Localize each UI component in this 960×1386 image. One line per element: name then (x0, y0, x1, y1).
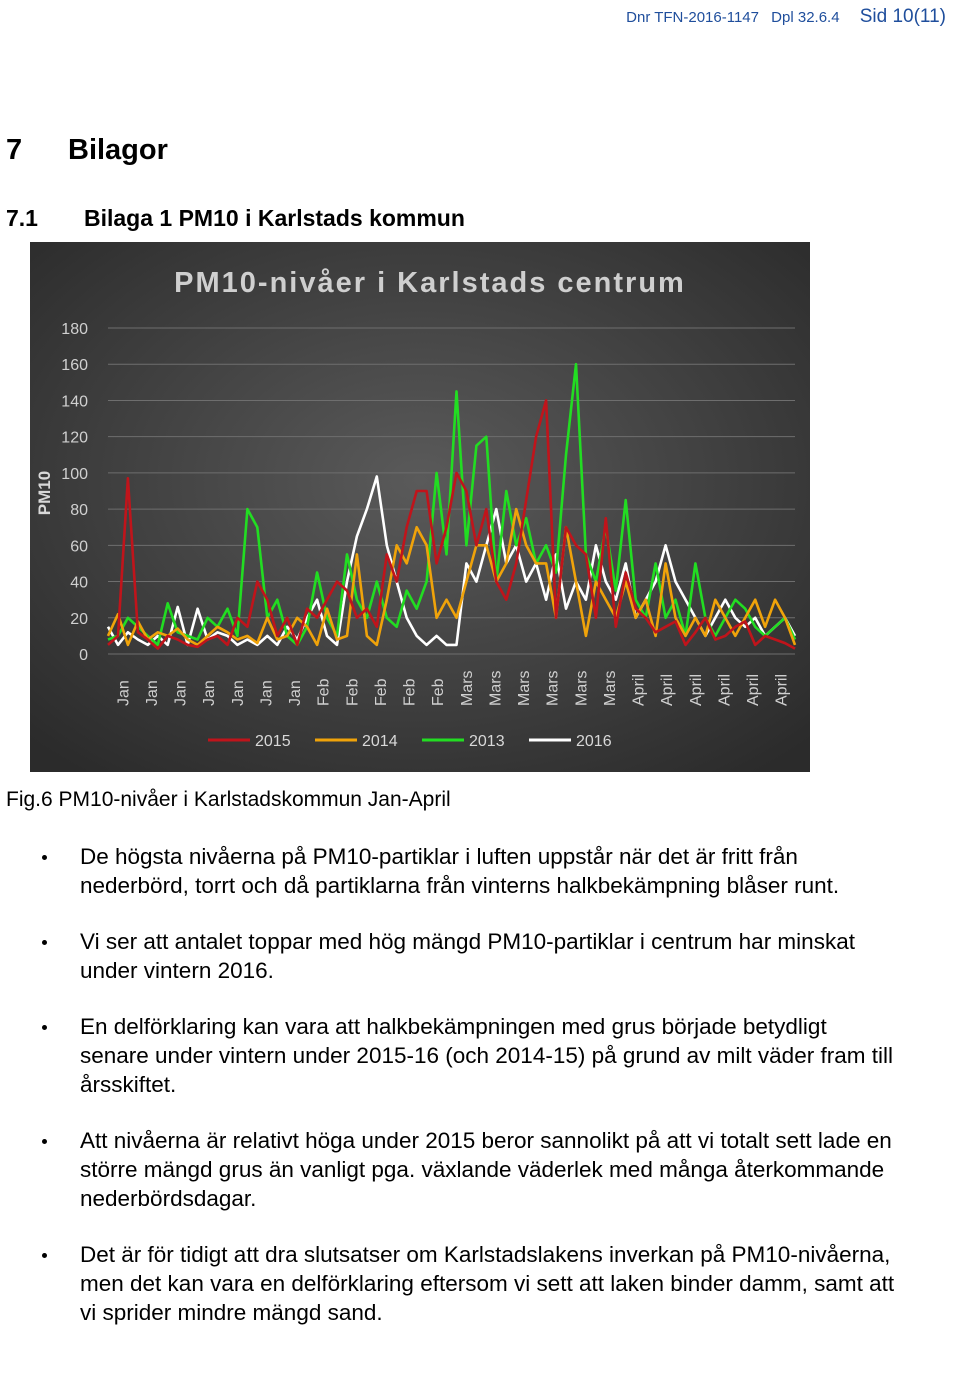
x-tick-label: Jan (172, 680, 190, 706)
x-tick-label: Jan (287, 680, 305, 706)
y-tick-label: 160 (61, 357, 88, 375)
document-plan-number: Dpl 32.6.4 (771, 9, 840, 26)
subsection-title: Bilaga 1 PM10 i Karlstads kommun (84, 205, 465, 231)
x-tick-label: Mars (544, 670, 562, 706)
y-tick-label: 120 (61, 429, 88, 447)
subsection-number: 7.1 (6, 205, 38, 231)
x-tick-label: April (659, 673, 677, 706)
figure-caption: Fig.6 PM10-nivåer i Karlstadskommun Jan-April (6, 788, 451, 811)
x-tick-label: Feb (372, 678, 390, 706)
x-tick-label: April (687, 673, 705, 706)
x-tick-label: April (773, 673, 791, 706)
bullet-text: En delförklaring kan vara att halkbekämpningen med grus började betydligt senare under vintern under 2015-16 (och 2014-15) på grund av milt väder fram till årsskiftet. (80, 1014, 893, 1097)
legend-label-2013: 2013 (469, 733, 505, 750)
y-axis-label: PM10 (35, 470, 54, 516)
list-item (0, 927, 900, 985)
bullet-text: De högsta nivåerna på PM10-partiklar i luften uppstår när det är fritt från nederbörd, torrt och då partiklarna från vinterns halkbekämpning blåser runt. (80, 844, 840, 898)
x-tick-label: Jan (115, 680, 133, 706)
x-tick-label: April (630, 673, 648, 706)
section-number: 7 (6, 134, 23, 166)
x-tick-label: Mars (601, 670, 619, 706)
x-tick-label: Mars (573, 670, 591, 706)
y-tick-label: 40 (70, 574, 88, 592)
list-item (0, 1126, 900, 1213)
list-item (0, 842, 900, 900)
x-tick-label: Mars (516, 670, 534, 706)
x-tick-label: Jan (229, 680, 247, 706)
x-tick-label: Feb (430, 678, 448, 706)
list-item (0, 1240, 900, 1327)
list-item (0, 1012, 900, 1099)
subsection-heading (6, 205, 465, 232)
x-tick-label: Jan (143, 680, 161, 706)
section-title: Bilagor (68, 134, 168, 166)
legend-label-2015: 2015 (255, 733, 291, 750)
page-number: Sid 10(11) (859, 6, 946, 27)
bullet-dot (42, 940, 47, 945)
x-tick-label: Jan (258, 680, 276, 706)
legend-label-2014: 2014 (362, 733, 398, 750)
x-tick-label: April (716, 673, 734, 706)
page-header (626, 6, 946, 28)
x-tick-label: Mars (487, 670, 505, 706)
x-tick-label: Mars (458, 670, 476, 706)
x-tick-label: Feb (344, 678, 362, 706)
legend-label-2016: 2016 (576, 733, 612, 750)
chart-title: PM10-nivåer i Karlstads centrum (174, 267, 686, 299)
section-heading (6, 134, 168, 167)
bullet-text: Vi ser att antalet toppar med hög mängd PM10-partiklar i centrum har minskat under vintern 2016. (80, 929, 855, 983)
y-tick-label: 100 (61, 465, 88, 483)
bullet-dot (42, 1025, 47, 1030)
x-tick-label: Feb (401, 678, 419, 706)
document-number: Dnr TFN-2016-1147 (626, 9, 759, 26)
pm10-line-chart (30, 242, 810, 772)
bullet-dot (42, 855, 47, 860)
x-tick-label: April (745, 673, 763, 706)
x-tick-label: Feb (315, 678, 333, 706)
y-tick-label: 0 (79, 647, 88, 664)
bullet-dot (42, 1139, 47, 1144)
bullet-list (0, 842, 900, 1354)
y-tick-label: 60 (70, 538, 88, 556)
bullet-text: Att nivåerna är relativt höga under 2015 beror sannolikt på att vi totalt sett lade en större mängd grus än vanligt pga. växlande väderlek med många återkommande nederbördsdagar. (80, 1128, 892, 1211)
y-tick-label: 20 (70, 610, 88, 628)
bullet-dot (42, 1253, 47, 1258)
y-tick-label: 180 (61, 321, 88, 338)
y-tick-label: 140 (61, 393, 88, 411)
x-tick-label: Jan (201, 680, 219, 706)
bullet-text: Det är för tidigt att dra slutsatser om Karlstadslakens inverkan på PM10-nivåerna, men det kan vara en delförklaring eftersom vi sett att laken binder damm, samt att vi sprider mindre mängd sand. (80, 1242, 895, 1325)
y-tick-label: 80 (70, 502, 88, 520)
